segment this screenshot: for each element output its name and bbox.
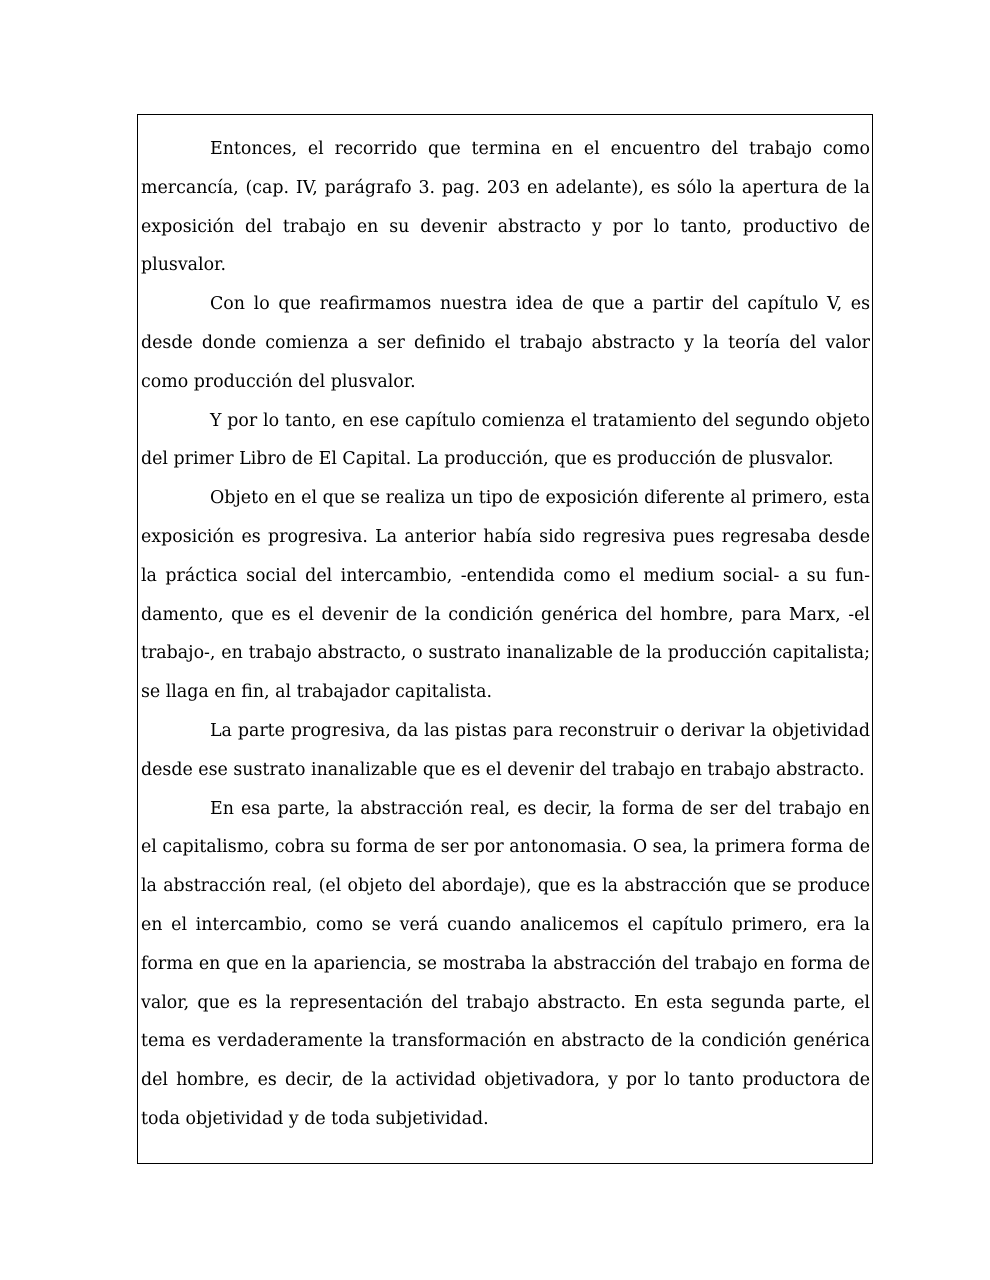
paragraph-1: Entonces, el recorrido que termina en el encuentro del trabajo como mercancía, (cap. IV, parágrafo 3. pag. 203 en adelante), es sólo la apertura de la exposición del trabajo en su devenir abstracto y por lo tanto, productivo de plusvalor. <box>141 139 870 276</box>
paragraph-2: Con lo que reafirmamos nuestra idea de que a partir del capítulo V, es desde donde comienza a ser definido el trabajo abstracto y la teoría del valor como producción del plusvalor. <box>141 294 870 392</box>
paragraph-3: Y por lo tanto, en ese capítulo comienza el tratamiento del segundo objeto del primer Libro de El Capital. La producción, que es producción de plusvalor. <box>141 410 870 470</box>
paragraph-5: La parte progresiva, da las pistas para reconstruir o derivar la objetividad desde ese sustrato inanalizable que es el devenir del trabajo en trabajo abstracto. <box>141 720 870 780</box>
paragraph-6: En esa parte, la abstracción real, es decir, la forma de ser del trabajo en el capitalismo, cobra su forma de ser por antonomasia. O sea, la primera forma de la abstracción real, (el objeto del abordaje), que es la abstracción que se produce en el intercambio, como se verá cuando analicemos el capítulo primero, era la forma en que en la apariencia, se mostraba la abstracción del trabajo en forma de valor, que es la representación del trabajo abstracto. En esta segunda parte, el tema es verdaderamente la transformación en abstracto de la condición genérica del hombre, es decir, de la actividad objetivadora, y por lo tanto productora de toda objetividad y de toda subjetividad. <box>141 798 870 1129</box>
text-frame <box>137 114 873 1164</box>
paragraph-4: Objeto en el que se realiza un tipo de exposición diferente al primero, esta exposición es progresiva. La anterior había sido regresiva pues regresaba desde la práctica social del intercambio, -entendida como el medium social- a su fun-damento, que es el devenir de la condición genérica del hombre, para Marx, -el trabajo-, en trabajo abstracto, o sustrato inanalizable de la producción capitalista; se llaga en fin, al trabajador capitalista. <box>141 488 870 703</box>
body-text <box>141 130 870 1139</box>
